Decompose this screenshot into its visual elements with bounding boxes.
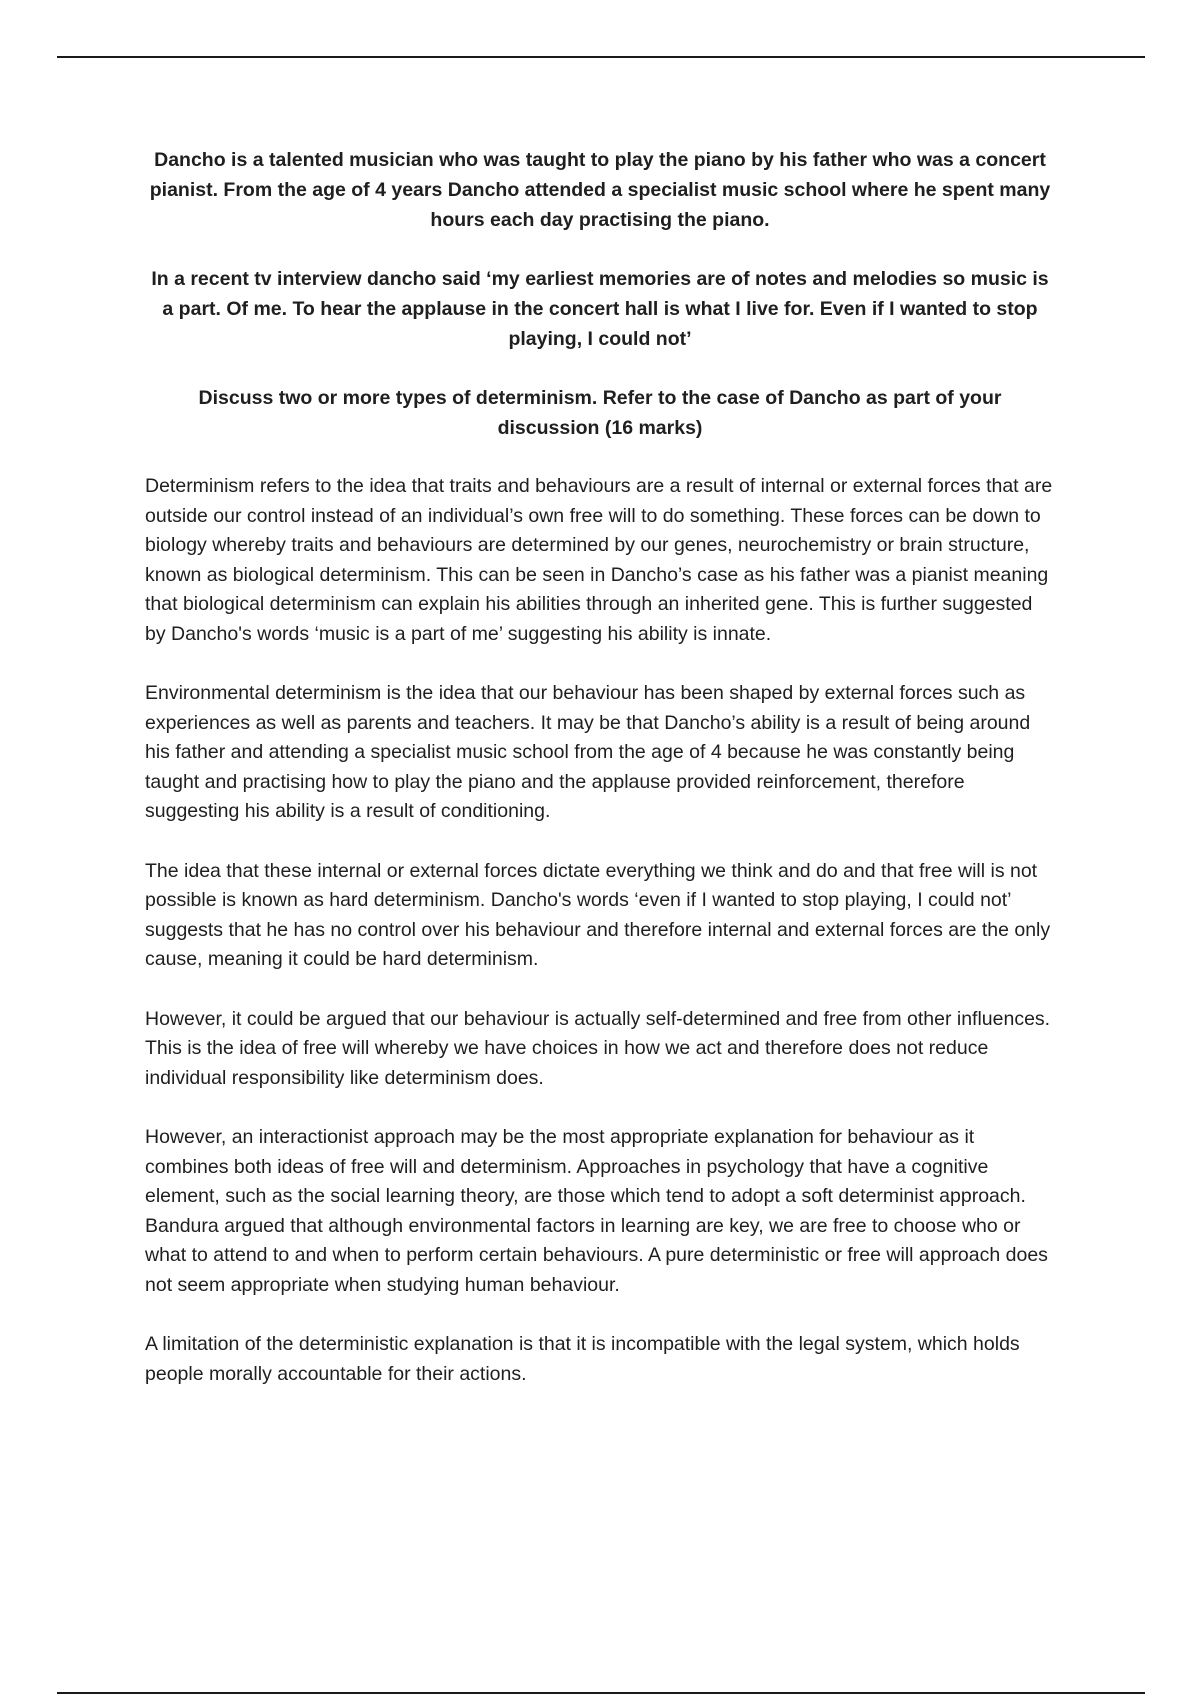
footer-rule [57, 1692, 1145, 1694]
essay-paragraph-biological-determinism: Determinism refers to the idea that traits and behaviours are a result of internal or external forces that are outside our control instead of an individual’s own free will to do something. These forces can be down to biology whereby traits and behaviours are determined by our genes, neurochemistry or brain structure, known as biological determinism. This can be seen in Dancho’s case as his father was a pianist meaning that biological determinism can explain his abilities through an inherited gene. This is further suggested by Dancho's words ‘music is a part of me’ suggesting his ability is innate. [145, 475, 1053, 645]
prompt-interview-quote: In a recent tv interview dancho said ‘my earliest memories are of notes and melodies so music is a part. Of me. To hear the applause in the concert hall is what I live for. Even if I wanted to stop playing, I could not’ [151, 268, 1049, 350]
document-body [145, 145, 1055, 1419]
prompt-case-description: Dancho is a talented musician who was taught to play the piano by his father who was a concert pianist. From the age of 4 years Dancho attended a specialist music school where he spent many hours each day practising the piano. [149, 149, 1051, 231]
essay-paragraph-free-will: However, it could be argued that our behaviour is actually self-determined and free from other influences. This is the idea of free will whereby we have choices in how we act and therefore does not reduce individual responsibility like determinism does. [145, 1007, 1051, 1089]
essay-paragraph-limitation: A limitation of the deterministic explanation is that it is incompatible with the legal system, which holds people morally accountable for their actions. [145, 1333, 1020, 1385]
prompt-question: Discuss two or more types of determinism. Refer to the case of Dancho as part of your discussion (16 marks) [198, 387, 1002, 439]
header-rule [57, 56, 1145, 58]
essay-paragraph-interactionist: However, an interactionist approach may be the most appropriate explanation for behaviour as it combines both ideas of free will and determinism. Approaches in psychology that have a cognitive element, such as the social learning theory, are those which tend to adopt a soft determinist approach. Bandura argued that although environmental factors in learning are key, we are free to choose who or what to attend to and when to perform certain behaviours. A pure deterministic or free will approach does not seem appropriate when studying human behaviour. [145, 1126, 1048, 1296]
essay-paragraph-environmental-determinism: Environmental determinism is the idea that our behaviour has been shaped by external forces such as experiences as well as parents and teachers. It may be that Dancho’s ability is a result of being around his father and attending a specialist music school from the age of 4 because he was constantly being taught and practising how to play the piano and the applause provided reinforcement, therefore suggesting his ability is a result of conditioning. [145, 682, 1031, 822]
essay-paragraph-hard-determinism: The idea that these internal or external forces dictate everything we think and do and that free will is not possible is known as hard determinism. Dancho's words ‘even if I wanted to stop playing, I could not’ suggests that he has no control over his behaviour and therefore internal and external forces are the only cause, meaning it could be hard determinism. [145, 859, 1051, 970]
